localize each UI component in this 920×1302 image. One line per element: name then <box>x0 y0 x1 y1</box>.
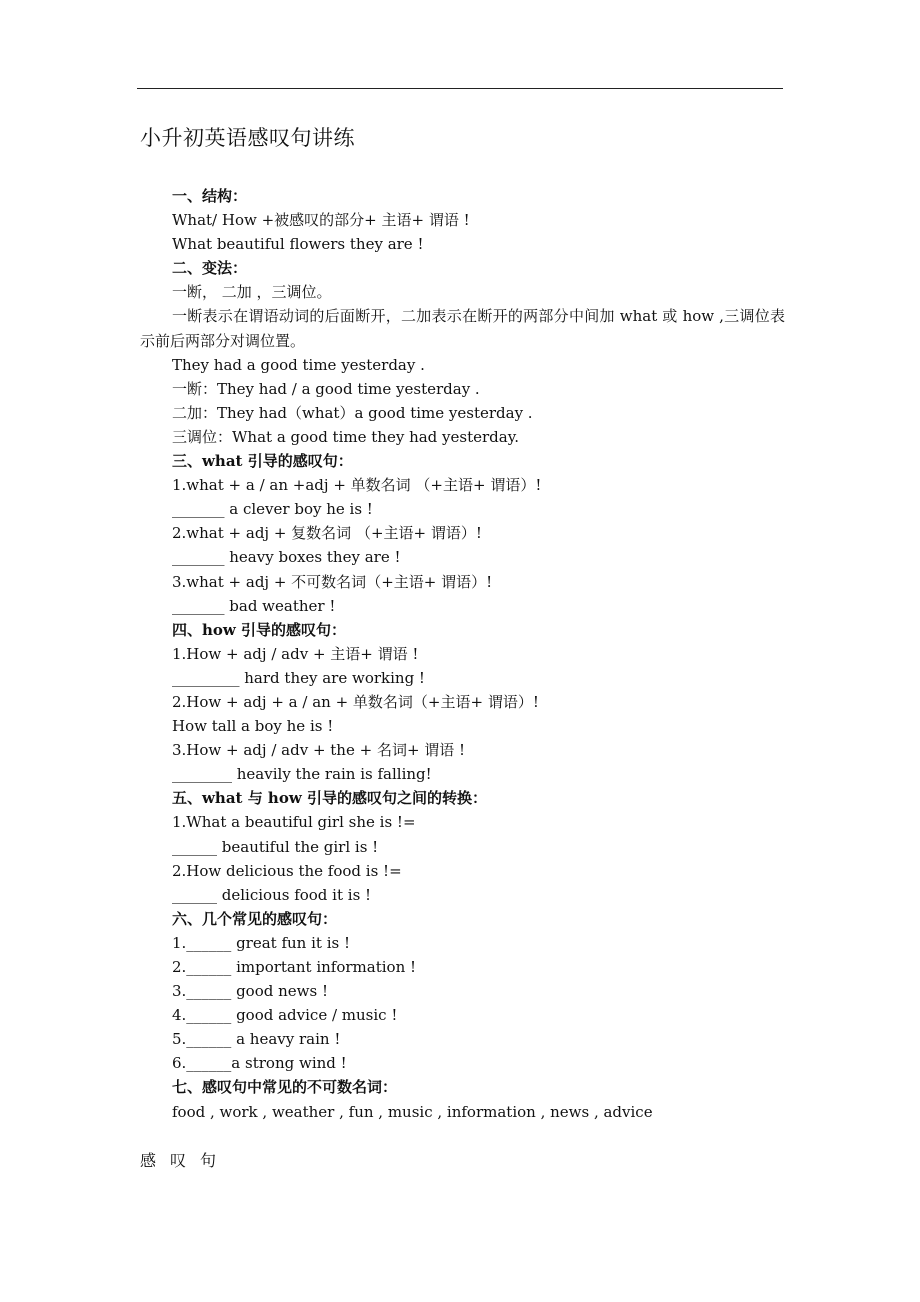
text-line: food , work , weather , fun , music , information , news , advice <box>172 1102 653 1121</box>
text-line: 一断， 二加 ，三调位。 <box>172 283 332 302</box>
text-line: 2.what + adj + 复数名词 （+主语+ 谓语）! <box>172 524 482 543</box>
text-line: ______ delicious food it is ! <box>172 885 372 904</box>
text-line: 3.what + adj + 不可数名词（+主语+ 谓语）! <box>172 572 493 591</box>
text-line: 1.What a beautiful girl she is != <box>172 813 416 832</box>
text-line: 2.How delicious the food is != <box>172 861 402 880</box>
section-heading-what: 三、what 引导的感叹句： <box>172 452 353 471</box>
section-heading-common: 六、几个常见的感叹句： <box>172 909 338 928</box>
text-line: _______ a clever boy he is ! <box>172 500 373 519</box>
section-heading-transform: 二、变法： <box>172 259 248 278</box>
text-line: 三调位：What a good time they had yesterday. <box>172 427 519 446</box>
page-title: 小升初英语感叹句讲练 <box>140 126 355 150</box>
text-line: 1.what + a / an +adj + 单数名词 （+主语+ 谓语）! <box>172 476 542 495</box>
text-line: What/ How +被感叹的部分+ 主语+ 谓语 ! <box>172 211 470 230</box>
text-line: 5.______ a heavy rain ! <box>172 1030 341 1049</box>
text-line: 一断：They had / a good time yesterday . <box>172 379 480 398</box>
text-line: What beautiful flowers they are ! <box>172 235 424 254</box>
text-line: 4.______ good advice / music ! <box>172 1006 398 1025</box>
text-line: 6.______a strong wind ! <box>172 1054 347 1073</box>
page-footer: 感叹句 <box>140 1151 231 1170</box>
section-heading-uncountable: 七、感叹句中常见的不可数名词： <box>172 1078 398 1097</box>
text-line: How tall a boy he is ! <box>172 717 334 736</box>
text-line: _______ bad weather ! <box>172 596 336 615</box>
text-line: ______ beautiful the girl is ! <box>172 837 379 856</box>
text-line: 3.How + adj / adv + the + 名词+ 谓语 ! <box>172 741 466 760</box>
text-line: _________ hard they are working ! <box>172 668 425 687</box>
text-line: ________ heavily the rain is falling! <box>172 765 432 784</box>
section-heading-conversion: 五、what 与 how 引导的感叹句之间的转换： <box>172 789 487 808</box>
section-heading-structure: 一、结构： <box>172 187 248 205</box>
header-rule <box>137 88 783 89</box>
text-line: _______ heavy boxes they are ! <box>172 548 401 567</box>
text-line: They had a good time yesterday . <box>172 355 425 374</box>
text-line: 二加：They had（what）a good time yesterday . <box>172 403 533 422</box>
text-line: 2.______ important information ! <box>172 958 417 976</box>
text-line: 2.How + adj + a / an + 单数名词（+主语+ 谓语）! <box>172 692 539 711</box>
text-line: 1.How + adj / adv + 主语+ 谓语 ! <box>172 644 419 663</box>
document-body <box>140 184 785 1124</box>
section-heading-how: 四、how 引导的感叹句： <box>172 620 347 639</box>
explanation-paragraph: 一断表示在谓语动词的后面断开，二加表示在断开的两部分中间加 what 或 how ,三调位表示前后两部分对调位置。 <box>140 307 785 350</box>
text-line: 3.______ good news ! <box>172 982 328 1001</box>
text-line: 1.______ great fun it is ! <box>172 933 350 952</box>
